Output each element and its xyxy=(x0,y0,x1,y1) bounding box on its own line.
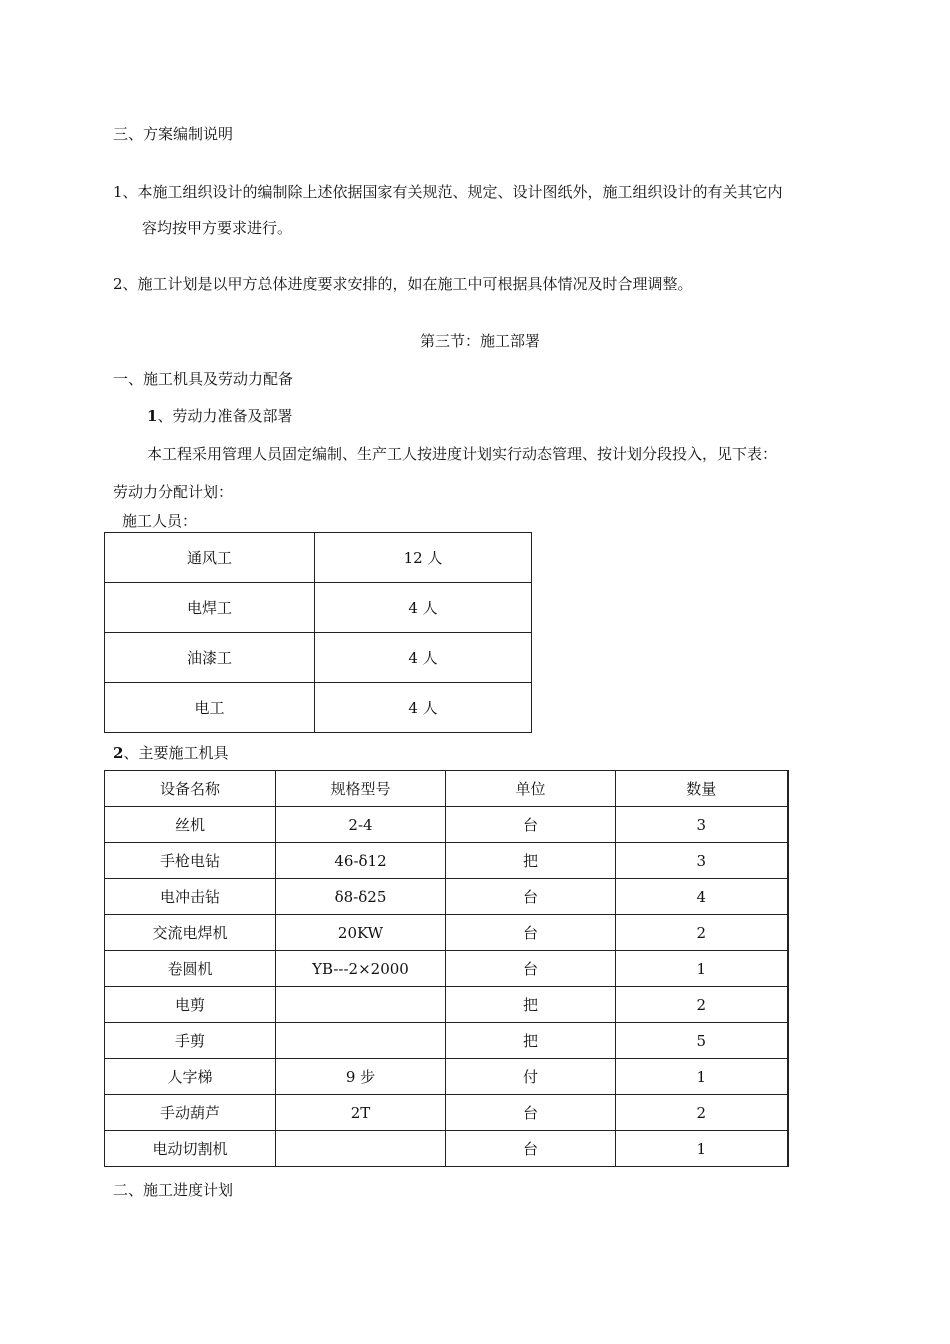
equipment-spec-cell: YB---2×2000 xyxy=(276,951,446,987)
equipment-name-cell: 丝机 xyxy=(105,807,276,843)
labor-paragraph: 本工程采用管理人员固定编制、生产工人按进度计划实行动态管理、按计划分段投入，见下表： xyxy=(147,445,778,463)
staff-count-cell: 4 人 xyxy=(315,633,532,683)
equipment-name-cell: 手动葫芦 xyxy=(105,1095,276,1131)
labor-heading xyxy=(147,406,292,426)
note-item-1-line-1: 1、本施工组织设计的编制除上述依据国家有关规范、规定、设计图纸外，施工组织设计的有关其它内 xyxy=(113,183,783,201)
table-row xyxy=(105,583,532,633)
table-row xyxy=(105,1023,788,1059)
table-row xyxy=(105,1131,788,1167)
equipment-name-cell: 人字梯 xyxy=(105,1059,276,1095)
table-row xyxy=(105,915,788,951)
equipment-qty-cell: 2 xyxy=(616,1095,788,1131)
note-item-1-line-2: 容均按甲方要求进行。 xyxy=(142,219,293,237)
equipment-unit-cell: 把 xyxy=(446,987,616,1023)
equipment-unit-cell: 台 xyxy=(446,1131,616,1167)
equipment-unit-cell: 台 xyxy=(446,879,616,915)
header-quantity: 数量 xyxy=(616,771,788,807)
equipment-qty-cell: 1 xyxy=(616,1131,788,1167)
equipment-unit-cell: 把 xyxy=(446,1023,616,1059)
equipment-name-cell: 电动切割机 xyxy=(105,1131,276,1167)
equipment-unit-cell: 台 xyxy=(446,915,616,951)
table-row xyxy=(105,879,788,915)
equipment-spec-cell xyxy=(276,1131,446,1167)
equipment-spec-cell: 2-4 xyxy=(276,807,446,843)
header-equipment-name: 设备名称 xyxy=(105,771,276,807)
equipment-name-cell: 卷圆机 xyxy=(105,951,276,987)
equipment-qty-cell: 3 xyxy=(616,843,788,879)
section-heading-plan-notes: 三、方案编制说明 xyxy=(113,125,234,143)
equipment-table xyxy=(104,770,789,1167)
equipment-unit-cell: 台 xyxy=(446,951,616,987)
labor-heading-number: 1 xyxy=(147,407,158,425)
staff-role-cell: 电工 xyxy=(105,683,315,733)
equipment-name-cell: 手枪电钻 xyxy=(105,843,276,879)
equipment-spec-cell: 9 步 xyxy=(276,1059,446,1095)
staff-role-cell: 油漆工 xyxy=(105,633,315,683)
equipment-name-cell: 电冲击钻 xyxy=(105,879,276,915)
table-row xyxy=(105,633,532,683)
equipment-name-cell: 交流电焊机 xyxy=(105,915,276,951)
equipment-spec-cell xyxy=(276,1023,446,1059)
equipment-qty-cell: 5 xyxy=(616,1023,788,1059)
equipment-spec-cell: 20KW xyxy=(276,915,446,951)
table-row xyxy=(105,1059,788,1095)
equipment-spec-cell: δ8-δ25 xyxy=(276,879,446,915)
subsection-heading-tools-labor: 一、施工机具及劳动力配备 xyxy=(113,370,294,388)
note-item-2: 2、施工计划是以甲方总体进度要求安排的，如在施工中可根据具体情况及时合理调整。 xyxy=(113,275,693,293)
equipment-unit-cell: 台 xyxy=(446,1095,616,1131)
staff-label: 施工人员： xyxy=(122,512,198,530)
staff-table xyxy=(104,532,532,733)
equipment-spec-cell: 46-δ12 xyxy=(276,843,446,879)
staff-count-cell: 12 人 xyxy=(315,533,532,583)
labor-plan-label: 劳动力分配计划： xyxy=(113,483,234,501)
table-row xyxy=(105,987,788,1023)
table-row xyxy=(105,843,788,879)
equipment-name-cell: 手剪 xyxy=(105,1023,276,1059)
header-spec-model: 规格型号 xyxy=(276,771,446,807)
section-title-deployment: 第三节：施工部署 xyxy=(420,332,541,350)
table-row xyxy=(105,951,788,987)
equipment-qty-cell: 2 xyxy=(616,915,788,951)
equipment-heading-text: 、主要施工机具 xyxy=(123,744,229,762)
equipment-unit-cell: 付 xyxy=(446,1059,616,1095)
subsection-heading-schedule: 二、施工进度计划 xyxy=(113,1181,234,1199)
equipment-unit-cell: 把 xyxy=(446,843,616,879)
staff-count-cell: 4 人 xyxy=(315,583,532,633)
staff-role-cell: 通风工 xyxy=(105,533,315,583)
table-header-row xyxy=(105,771,788,807)
equipment-name-cell: 电剪 xyxy=(105,987,276,1023)
table-row xyxy=(105,683,532,733)
equipment-qty-cell: 2 xyxy=(616,987,788,1023)
table-row xyxy=(105,1095,788,1131)
table-row xyxy=(105,533,532,583)
equipment-heading xyxy=(113,743,228,763)
table-row xyxy=(105,807,788,843)
equipment-qty-cell: 3 xyxy=(616,807,788,843)
header-unit: 单位 xyxy=(446,771,616,807)
equipment-spec-cell xyxy=(276,987,446,1023)
equipment-qty-cell: 1 xyxy=(616,1059,788,1095)
labor-heading-text: 、劳动力准备及部署 xyxy=(157,407,293,425)
staff-role-cell: 电焊工 xyxy=(105,583,315,633)
equipment-spec-cell: 2T xyxy=(276,1095,446,1131)
equipment-qty-cell: 4 xyxy=(616,879,788,915)
equipment-unit-cell: 台 xyxy=(446,807,616,843)
equipment-heading-number: 2 xyxy=(113,744,124,762)
staff-count-cell: 4 人 xyxy=(315,683,532,733)
equipment-qty-cell: 1 xyxy=(616,951,788,987)
